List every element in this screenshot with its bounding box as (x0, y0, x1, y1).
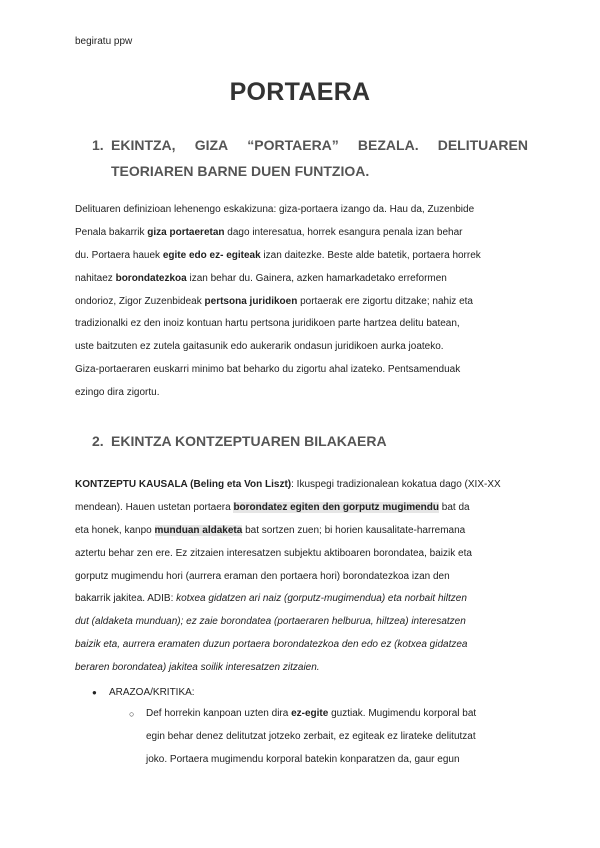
section-1-word-3: “PORTAERA” (247, 137, 339, 153)
paragraph-1-line: Penala bakarrik giza portaeretan dago interesatua, horrek esangura penala izan behar (75, 226, 463, 238)
section-1-heading (92, 132, 528, 184)
paragraph-1 (75, 199, 527, 405)
section-1-word-1: 1. EKINTZA, (92, 132, 176, 158)
paragraph-2-line: eta honek, kanpo munduan aldaketa bat sortzen zuen; bi horien kausalitate-harremana (75, 524, 466, 536)
paragraph-1-line: Delituaren definizioan lehenengo eskakizuna: giza-portaera izango da. Hau da, Zuzenbide (75, 204, 475, 215)
paragraph-2-line: gorputz mugimendu hori (aurrera eraman den portaera hori) borondatezkoa izan den (75, 570, 450, 582)
page-title: PORTAERA (229, 78, 371, 106)
section-1-word-2: GIZA (194, 137, 229, 153)
section-1-heading-line-1 (92, 132, 528, 158)
paragraph-1-line: Giza-portaeraren euskarri minimo bat beharko du zigortu ahal izateko. Pentsamenduak (75, 364, 461, 376)
paragraph-2-line: dut (aldaketa munduan); ez zaie borondatea (portaeraren helburua, hiltzea) interesatzen (75, 616, 466, 628)
sub-bullet-circle-icon: ○ (129, 709, 135, 719)
section-1-number: 1. (92, 137, 104, 153)
highlighted-text: borondatez egiten den gorputz mugimendu (233, 501, 439, 513)
section-1-word-4: BEZALA. (357, 137, 419, 153)
section-2-title: EKINTZA KONTZEPTUAREN BILAKAERA (111, 433, 387, 449)
sub-bullet-line: egin behar denez delitutzat jotzeko zerbait, ez egiteak ez lirateke delitutzat (146, 730, 476, 742)
bullet-item (92, 682, 195, 704)
bullet-text: ARAZOA/KRITIKA: (109, 687, 195, 698)
paragraph-1-line: tradizionalki ez den inoiz kontuan hartu pertsona juridikoen parte hartzea delitu batean, (75, 318, 460, 330)
paragraph-2-line: mendean). Hauen ustetan portaera borondatez egiten den gorputz mugimendu bat da (75, 501, 470, 513)
paragraph-2-line: aztertu behar zen ere. Ez zitzaien interesatzen subjektu aktiboaren borondatea, baizik eta (75, 547, 472, 559)
section-1-word-5: DELITUAREN (437, 137, 528, 153)
paragraph-1-line: du. Portaera hauek egite edo ez- egiteak izan daitezke. Beste alde batetik, portaera horrek (75, 249, 481, 261)
header-note: begiratu ppw (75, 36, 133, 47)
paragraph-2-line: baizik eta, aurrera eramaten duzun portaera borondatezkoa den edo ez (kotxea gidatzea (75, 639, 468, 651)
section-2-heading (92, 428, 528, 454)
sub-bullet-line: joko. Portaera mugimendu korporal batekin konparatzen da, gaur egun (146, 753, 460, 765)
sub-bullet-text (146, 703, 527, 772)
paragraph-1-line: ondorioz, Zigor Zuzenbideak pertsona juridikoen portaerak ere zigortu ditzake; nahiz eta (75, 295, 473, 307)
paragraph-2-line: KONTZEPTU KAUSALA (Beling eta Von Liszt): Ikuspegi tradizionalean kokatua dago (XIX-XX (75, 479, 501, 490)
bullet-dot-icon: ● (92, 688, 97, 697)
paragraph-1-line: ezingo dira zigortu. (75, 387, 160, 399)
paragraph-2-line: bakarrik jakitea. ADIB: kotxea gidatzen ari naiz (gorputz-mugimendua) eta norbait hiltzen (75, 593, 467, 605)
highlighted-text: munduan aldaketa (154, 524, 243, 536)
paragraph-2 (75, 474, 527, 680)
paragraph-1-line: nahitaez borondatezkoa izan behar du. Gainera, azken hamarkadetako erreformen (75, 272, 447, 284)
section-1-heading-line-2: TEORIAREN BARNE DUEN FUNTZIOA. (111, 163, 370, 179)
paragraph-1-line: uste baitzuten ez zutela gaitasunik edo aukerarik ondasun juridikoen aurka joateko. (75, 341, 444, 353)
paragraph-2-line: beraren borondatea) jakitea soilik interesatzen zitzaien. (75, 662, 320, 674)
sub-bullet-line: Def horrekin kanpoan uzten dira ez-egite guztiak. Mugimendu korporal bat (146, 708, 477, 719)
section-2-number: 2. (92, 433, 104, 449)
